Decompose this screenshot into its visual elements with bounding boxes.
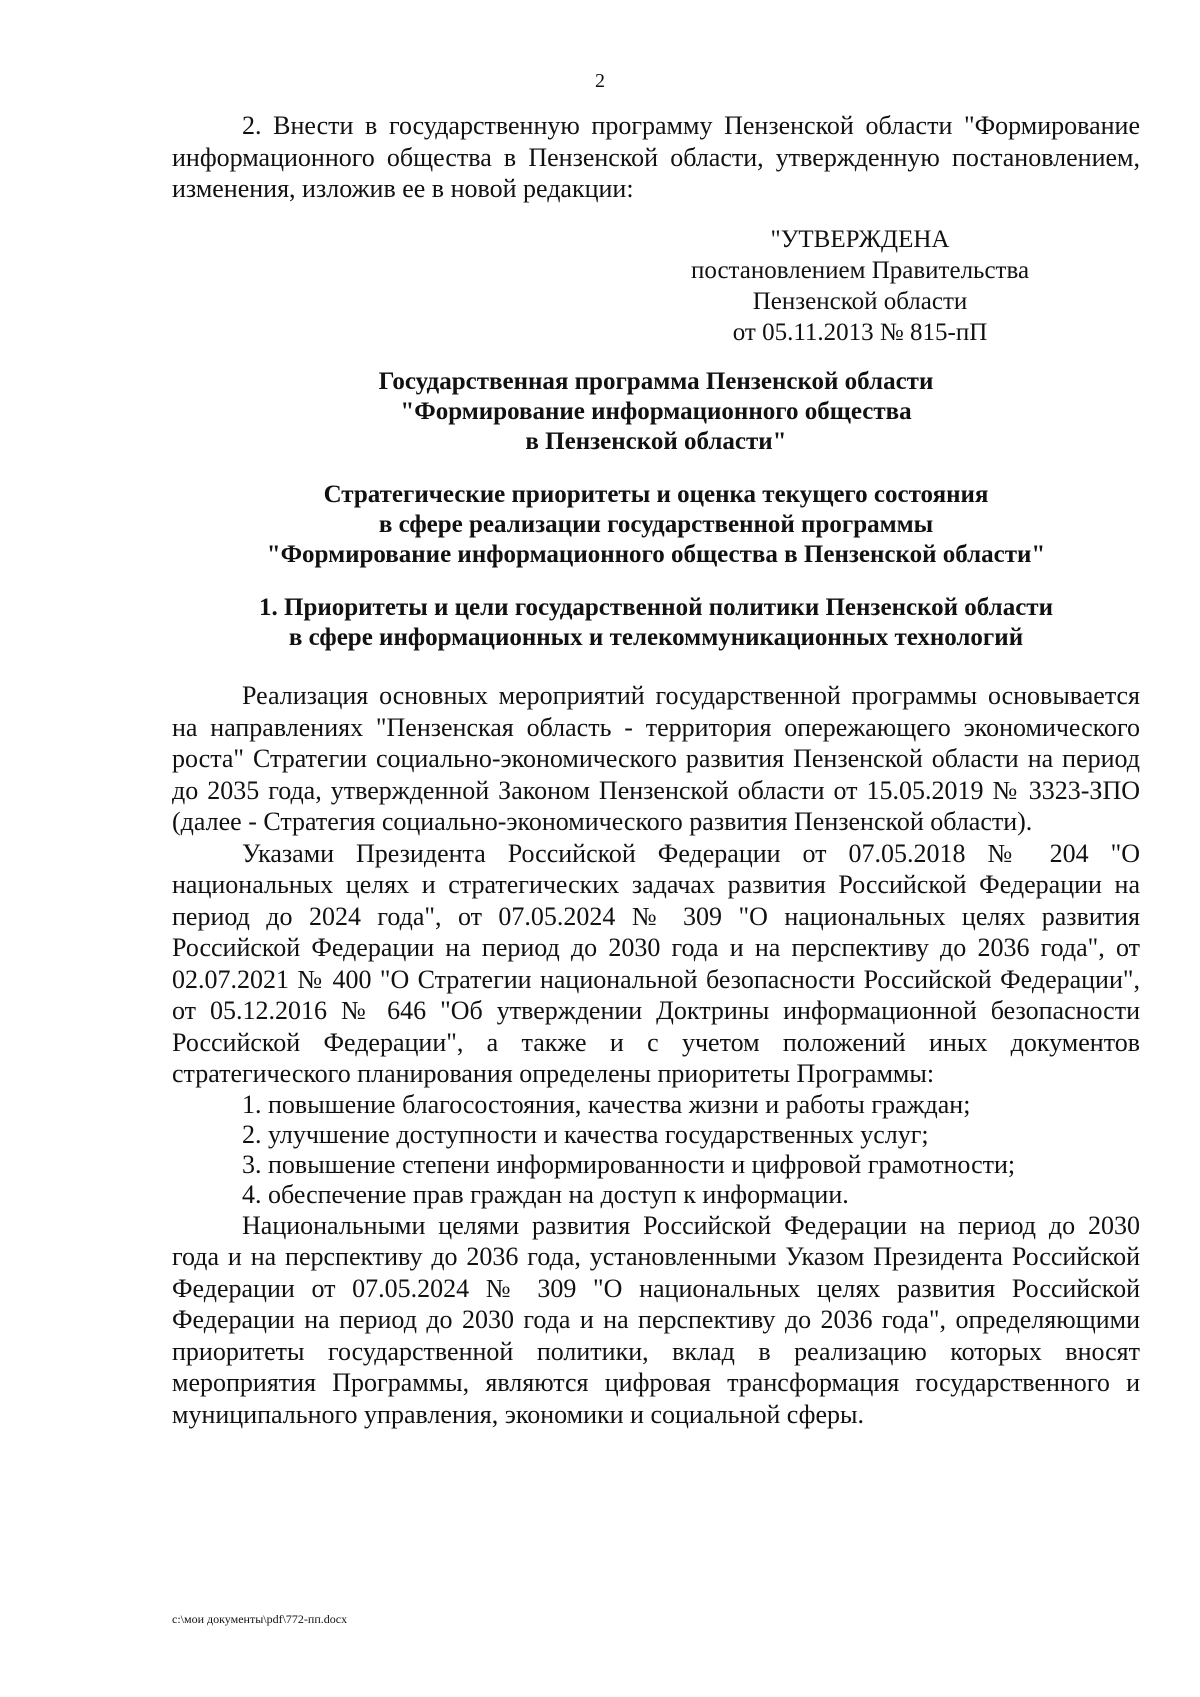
paragraph-1: Реализация основных мероприятий государственной программы основывается на направлениях "Пензенская область - территория опережающего экономического роста" Стратегии социально-экономического развития Пензенской области на период до 2035 года, утвержденной Законом Пензенской области от 15.05.2019 № 3323-ЗПО (далее - Стратегия социально-экономического развития Пензенской области). [172, 681, 1140, 836]
body-text [172, 680, 1140, 1430]
strategic-title [172, 480, 1140, 570]
approval-line-1: "УТВЕРЖДЕНА [770, 226, 950, 253]
section-1-title-line-1: 1. Приоритеты и цели государственной политики Пензенской области [259, 594, 1053, 621]
intro-paragraph: 2. Внести в государственную программу Пензенской области "Формирование информационного общества в Пензенской области, утвержденную постановлением, изменения, изложив ее в новой редакции: [172, 111, 1140, 203]
footer-file-path: c:\мои документы\pdf\772-пп.docx [172, 1612, 348, 1626]
section-1-title-line-2: в сфере информационных и телекоммуникационных технологий [288, 624, 1024, 651]
list-item: 1. повышение благосостояния, качества жизни и работы граждан; [242, 1089, 971, 1119]
page-number: 2 [595, 70, 605, 92]
list-item: 4. обеспечение прав граждан на доступ к информации. [242, 1179, 849, 1209]
approval-line-3: Пензенской области [752, 288, 968, 315]
list-item: 2. улучшение доступности и качества государственных услуг; [242, 1119, 929, 1149]
intro-paragraph-block [172, 110, 1140, 205]
approval-line-2: постановлением Правительства [690, 257, 1030, 284]
paragraph-3: Национальными целями развития Российской Федерации на период до 2030 года и на перспективу до 2036 года, установленными Указом Президента Российской Федерации от 07.05.2024 № 309 "О национальных целях развития Российской Федерации на период до 2030 года и на перспективу до 2036 года", определяющими приоритеты государственной политики, вклад в реализацию которых вносят мероприятия Программы, являются цифровая трансформация государственного и муниципального управления, экономики и социальной сферы. [172, 1210, 1140, 1429]
strategic-title-line-2: в сфере реализации государственной программы [378, 511, 934, 538]
approval-stamp [640, 224, 1080, 348]
program-title [172, 367, 1140, 457]
section-1-title [172, 593, 1140, 653]
priorities-list [172, 1090, 1140, 1210]
strategic-title-line-1: Стратегические приоритеты и оценка текущего состояния [323, 481, 989, 508]
paragraph-2: Указами Президента Российской Федерации от 07.05.2018 № 204 "О национальных целях и стратегических задачах развития Российской Федерации на период до 2024 года", от 07.05.2024 № 309 "О национальных целях развития Российской Федерации на период до 2030 года и на перспективу до 2036 года", от 02.07.2021 № 400 "О Стратегии национальной безопасности Российской Федерации", от 05.12.2016 № 646 "Об утверждении Доктрины информационной безопасности Российской Федерации", а также и с учетом положений иных документов стратегического планирования определены приоритеты Программы: [172, 838, 1140, 1088]
strategic-title-line-3: "Формирование информационного общества в Пензенской области" [266, 541, 1046, 568]
program-title-line-3: в Пензенской области" [525, 428, 787, 455]
program-title-line-2: "Формирование информационного общества [400, 398, 912, 425]
list-item: 3. повышение степени информированности и цифровой грамотности; [242, 1149, 1016, 1179]
approval-line-4: от 05.11.2013 № 815-пП [732, 319, 988, 346]
program-title-line-1: Государственная программа Пензенской области [378, 368, 934, 395]
